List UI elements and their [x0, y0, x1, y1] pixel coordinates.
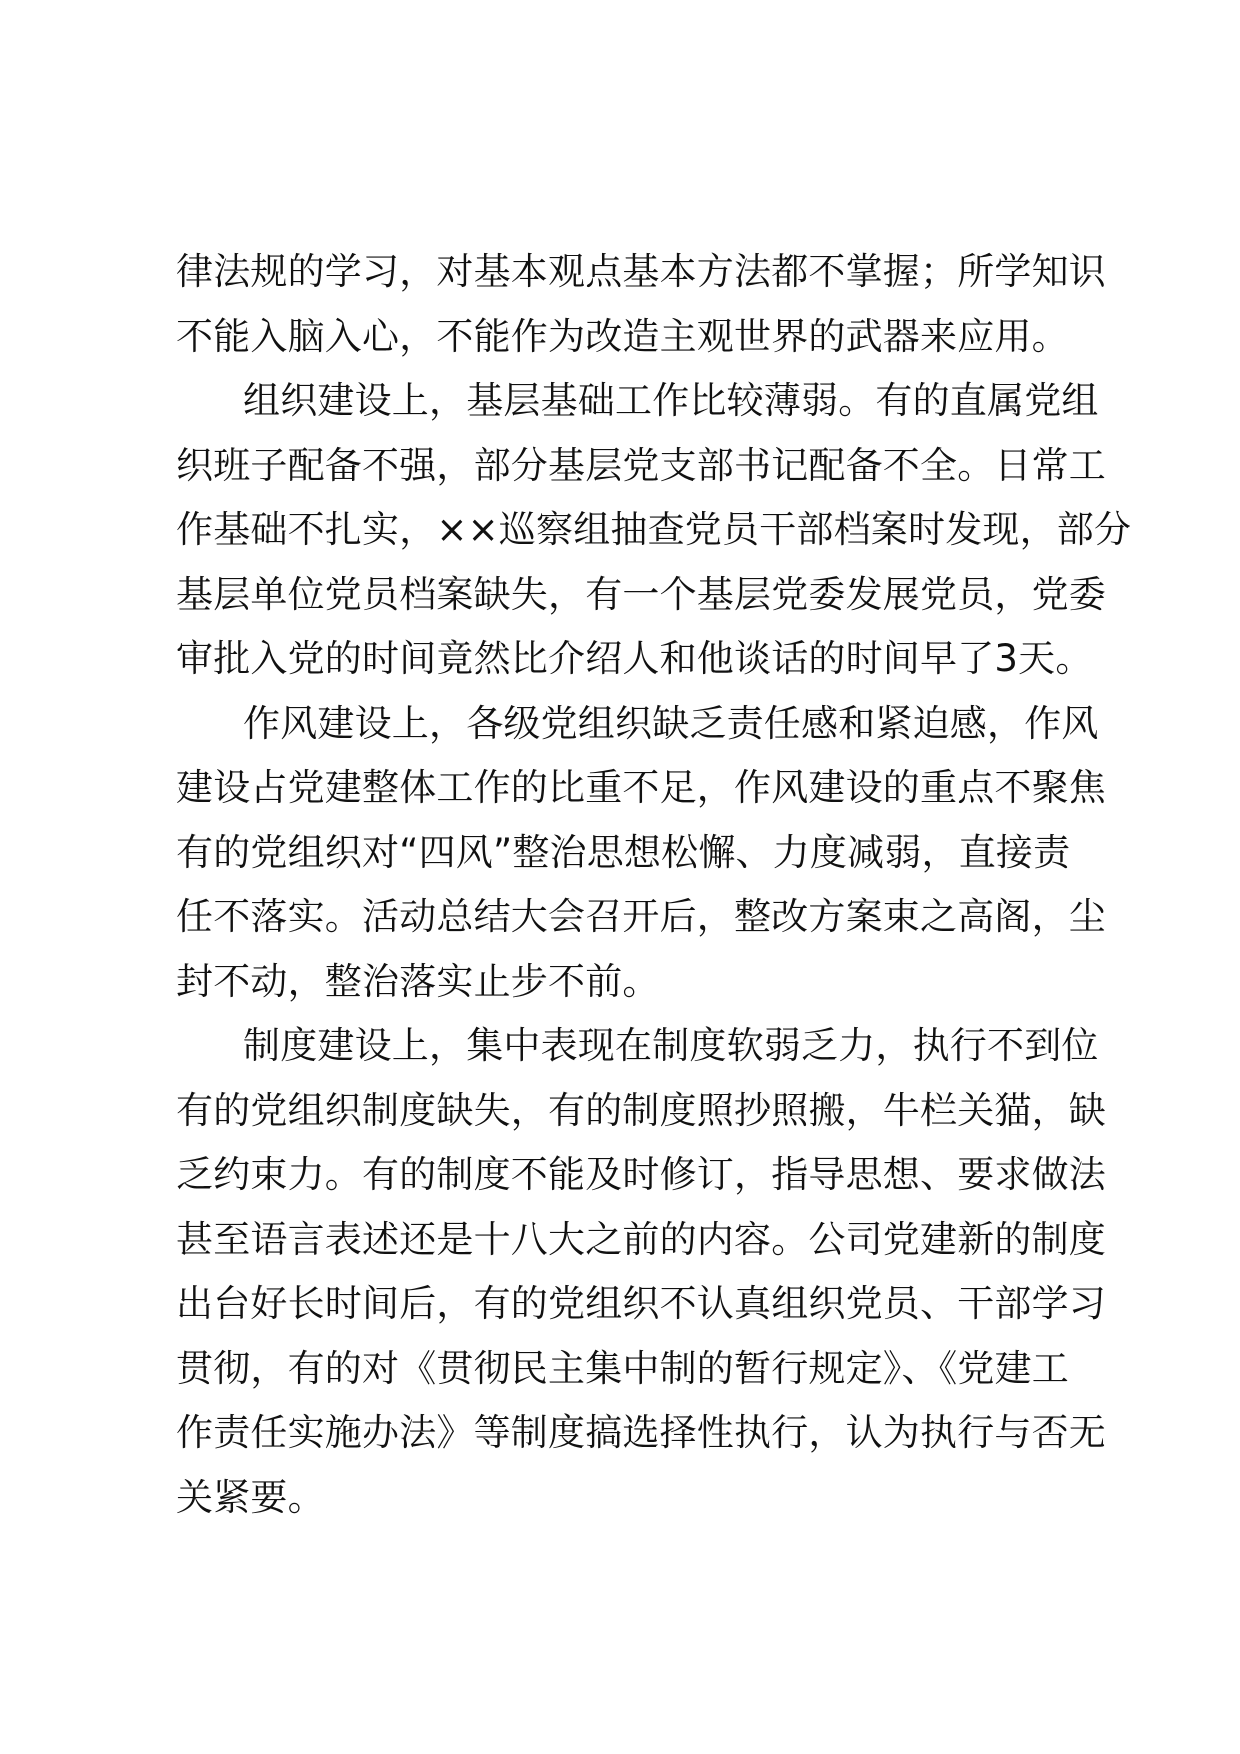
- text-line: 不能入脑入心，不能作为改造主观世界的武器来应用。: [176, 314, 1069, 358]
- document-body: [176, 240, 1132, 1530]
- paragraph-continued: [176, 240, 1106, 369]
- text-line: 组织建设上，基层基础工作比较薄弱。有的直属党组: [243, 379, 1099, 422]
- text-line: 出台好长时间后，有的党组织不认真组织党员、干部学习: [176, 1282, 1106, 1325]
- text-line: 有的党组织对“四风”整治思想松懈、力度减弱，直接责: [176, 830, 1071, 874]
- text-line: 律法规的学习，对基本观点基本方法都不掌握；所学知识: [176, 250, 1106, 293]
- text-line: 封不动，整治落实止步不前。: [176, 959, 660, 1003]
- text-line: 作风建设上，各级党组织缺乏责任感和紧迫感，作风: [243, 701, 1099, 745]
- text-line: 贯彻，有的对《贯彻民主集中制的暂行规定》、《党建工: [176, 1346, 1069, 1390]
- text-line: 作基础不扎实，××巡察组抽查党员干部档案时发现，部分: [176, 508, 1132, 551]
- text-line: 关紧要。: [176, 1475, 325, 1519]
- text-line: 乏约束力。有的制度不能及时修订，指导思想、要求做法: [176, 1153, 1106, 1196]
- text-line: 制度建设上，集中表现在制度软弱乏力，执行不到位: [243, 1024, 1099, 1067]
- text-line: 建设占党建整体工作的比重不足，作风建设的重点不聚焦: [176, 766, 1106, 809]
- paragraph-style-building: [176, 692, 1106, 1015]
- text-line: 基层单位党员档案缺失，有一个基层党委发展党员，党委: [176, 572, 1106, 616]
- text-line: 任不落实。活动总结大会召开后，整改方案束之高阁，尘: [176, 895, 1106, 938]
- paragraph-system-building: [176, 1014, 1106, 1530]
- text-line: 作责任实施办法》等制度搞选择性执行，认为执行与否无: [176, 1411, 1106, 1454]
- text-line: 审批入党的时间竟然比介绍人和他谈话的时间早了3天。: [176, 637, 1093, 680]
- paragraph-organization-building: [176, 369, 1132, 692]
- text-line: 有的党组织制度缺失，有的制度照抄照搬，牛栏关猫，缺: [176, 1088, 1106, 1132]
- text-line: 甚至语言表述还是十八大之前的内容。公司党建新的制度: [176, 1217, 1106, 1261]
- text-line: 织班子配备不强，部分基层党支部书记配备不全。日常工: [176, 443, 1106, 487]
